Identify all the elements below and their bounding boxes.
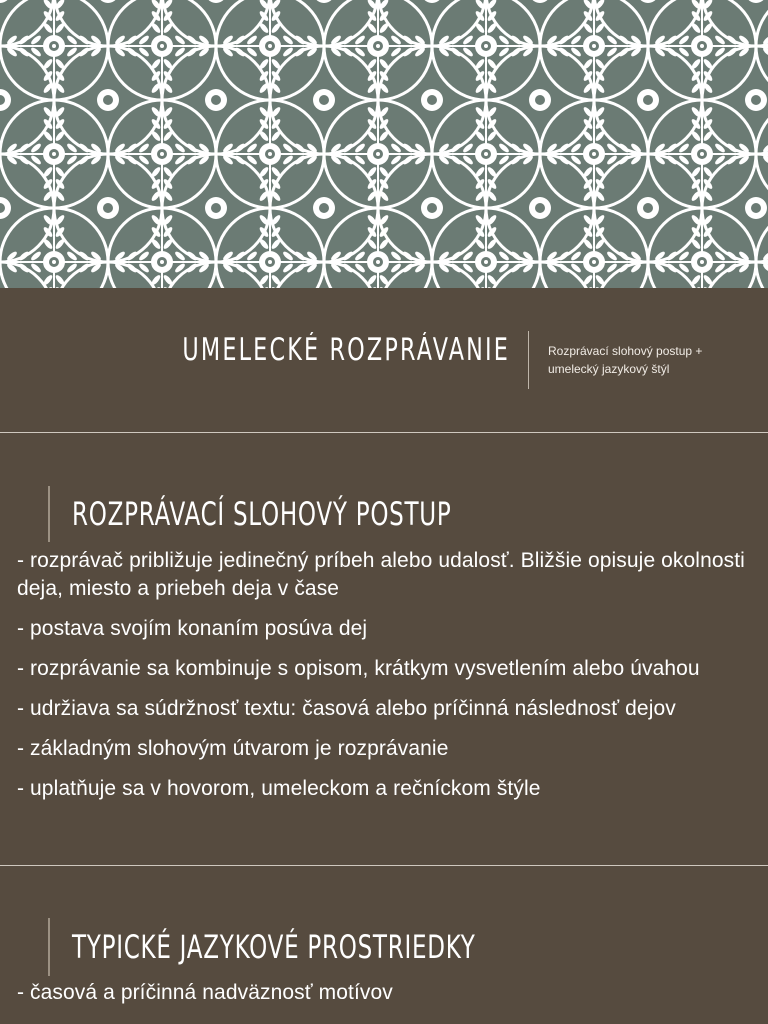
ornamental-pattern-icon bbox=[0, 0, 768, 288]
section-title: ROZPRÁVACÍ SLOHOVÝ POSTUP bbox=[72, 495, 452, 533]
list-item: - udržiava sa súdržnosť textu: časová alebo príčinná následnosť dejov bbox=[17, 697, 676, 720]
bullet-list bbox=[17, 547, 762, 815]
content-slide-2 bbox=[0, 866, 768, 1024]
ornamental-pattern-banner bbox=[0, 0, 768, 288]
bullet-list bbox=[17, 979, 762, 1019]
presentation-subtitle: Rozprávací slohový postup + umelecký jazykový štýl bbox=[548, 344, 703, 376]
list-item: - rozprávač približuje jedinečný príbeh alebo udalosť. Bližšie opisuje okolnosti deja, miesto a priebeh deja v čase bbox=[17, 549, 745, 600]
list-item: - uplatňuje sa v hovorom, umeleckom a rečníckom štýle bbox=[17, 777, 541, 800]
title-slide bbox=[0, 0, 768, 432]
content-slide-1 bbox=[0, 433, 768, 865]
title-divider bbox=[528, 331, 529, 389]
presentation-title: UMELECKÉ ROZPRÁVANIE bbox=[182, 332, 510, 368]
list-item: - časová a príčinná nadväznosť motívov bbox=[17, 981, 393, 1004]
title-accent-bar bbox=[48, 486, 50, 542]
section-title: TYPICKÉ JAZYKOVÉ PROSTRIEDKY bbox=[72, 928, 476, 966]
list-item: - postava svojím konaním posúva dej bbox=[17, 617, 368, 640]
title-accent-bar bbox=[48, 918, 50, 976]
list-item: - rozprávanie sa kombinuje s opisom, krátkym vysvetlením alebo úvahou bbox=[17, 657, 700, 680]
list-item: - základným slohovým útvarom je rozprávanie bbox=[17, 737, 449, 760]
